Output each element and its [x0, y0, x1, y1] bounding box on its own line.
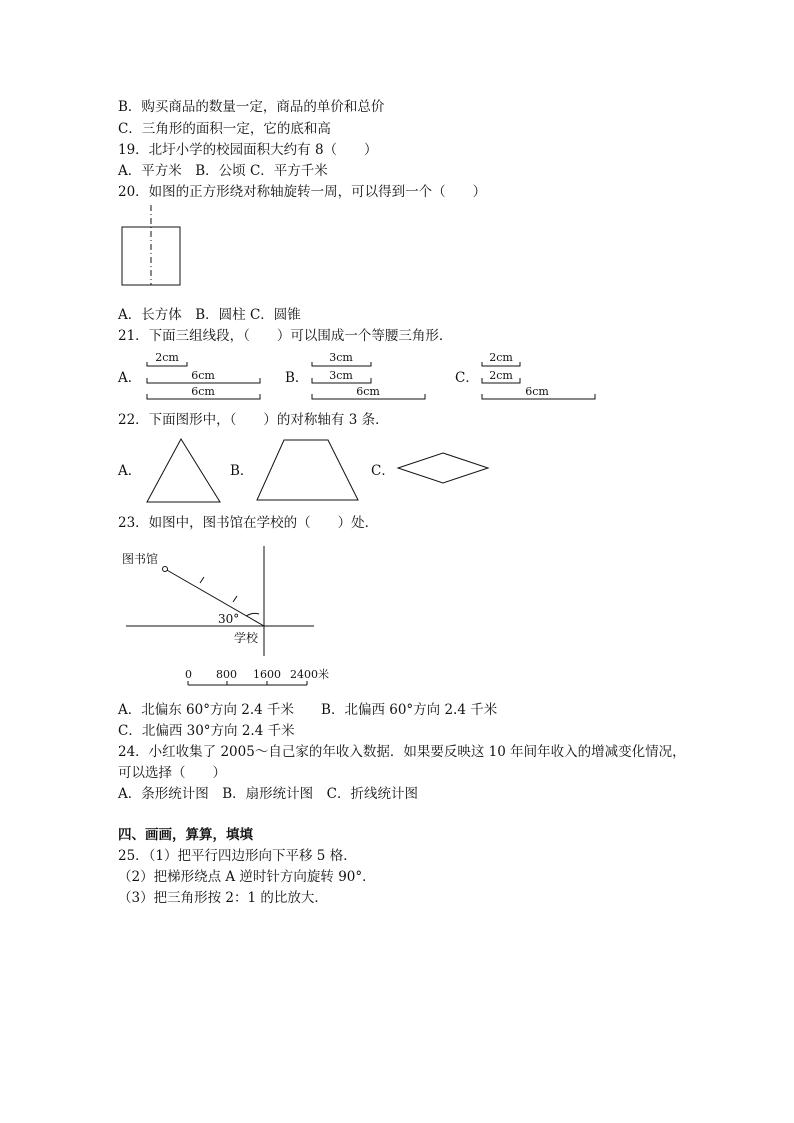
q21-option-c-label: C．	[455, 370, 479, 386]
q24-question-line2: 可以选择（ ）	[118, 765, 226, 781]
q25-part2: （2）把梯形绕点 A 逆时针方向旋转 90°．	[118, 869, 376, 885]
segment-a1-label: 2cm	[155, 351, 179, 364]
isosceles-trapezoid	[257, 440, 358, 500]
q25-part1: 25．（1）把平行四边形向下平移 5 格．	[118, 848, 357, 864]
q21-group-b	[312, 351, 425, 399]
q24-options: A．条形统计图 B．扇形统计图 C．折线统计图	[118, 786, 418, 802]
q22-option-a-label: A．	[118, 463, 142, 479]
segment-c1-label: 2cm	[489, 351, 513, 364]
library-direction-line	[165, 569, 264, 626]
q23-options-line1: A．北偏东 60°方向 2.4 千米 B．北偏西 60°方向 2.4 千米	[118, 702, 498, 718]
segment-a3-label: 6cm	[191, 385, 215, 398]
q18-option-b: B．购买商品的数量一定，商品的单价和总价	[118, 99, 385, 115]
angle-arc	[246, 613, 259, 616]
angle-label: 30°	[218, 612, 240, 626]
q22-question: 22．下面图形中，（ ）的对称轴有 3 条．	[118, 412, 389, 428]
library-point	[163, 567, 168, 572]
q22-option-b-label: B．	[230, 463, 254, 479]
segment-b3-label: 6cm	[356, 385, 380, 398]
q20-square-figure	[118, 205, 188, 287]
q23-direction-figure	[118, 542, 348, 692]
q22-shapes-figure	[140, 435, 500, 510]
rhombus	[398, 453, 488, 483]
q23-question: 23．如图中，图书馆在学校的（ ）处．	[118, 515, 379, 531]
scale-label-2400: 2400米	[290, 668, 329, 681]
segment-b1-label: 3cm	[329, 351, 353, 364]
library-label: 图书馆	[122, 552, 159, 566]
q24-question-line1: 24．小红收集了 2005～自己家的年收入数据．如果要反映这 10 年间年收入的增减变化情况，	[118, 744, 686, 760]
segment-b2-label: 3cm	[329, 369, 353, 382]
q23-options-line2: C．北偏西 30°方向 2.4 千米	[118, 723, 295, 739]
q21-question: 21．下面三组线段，（ ）可以围成一个等腰三角形．	[118, 328, 453, 344]
q21-group-a	[147, 351, 260, 399]
scale-label-1600: 1600	[253, 668, 281, 681]
scale-label-0: 0	[185, 668, 192, 681]
q21-segments-figure	[140, 348, 610, 408]
segment-c2-label: 2cm	[489, 369, 513, 382]
school-label: 学校	[234, 631, 259, 645]
section-heading: 四、画画，算算，填填	[118, 827, 253, 843]
q20-question: 20．如图的正方形绕对称轴旋转一周，可以得到一个（ ）	[118, 184, 487, 200]
scale-label-800: 800	[216, 668, 237, 681]
q21-option-b-label: B．	[285, 370, 309, 386]
segment-c3-label: 6cm	[525, 385, 549, 398]
tick-mark-2	[233, 596, 237, 602]
segment-a2-label: 6cm	[191, 369, 215, 382]
q25-part3: （3）把三角形按 2：1 的比放大．	[118, 890, 328, 906]
q19-question: 19．北圩小学的校园面积大约有 8（ ）	[118, 142, 378, 158]
q20-options: A．长方体 B．圆柱 C．圆锥	[118, 307, 301, 323]
q21-group-c	[482, 351, 595, 399]
q21-option-a-label: A．	[118, 370, 142, 386]
q22-option-c-label: C．	[371, 463, 395, 479]
equilateral-triangle	[147, 439, 220, 502]
q18-option-c: C．三角形的面积一定，它的底和高	[118, 121, 331, 137]
q19-options: A．平方米 B．公顷 C．平方千米	[118, 163, 328, 179]
tick-mark-1	[200, 577, 204, 583]
